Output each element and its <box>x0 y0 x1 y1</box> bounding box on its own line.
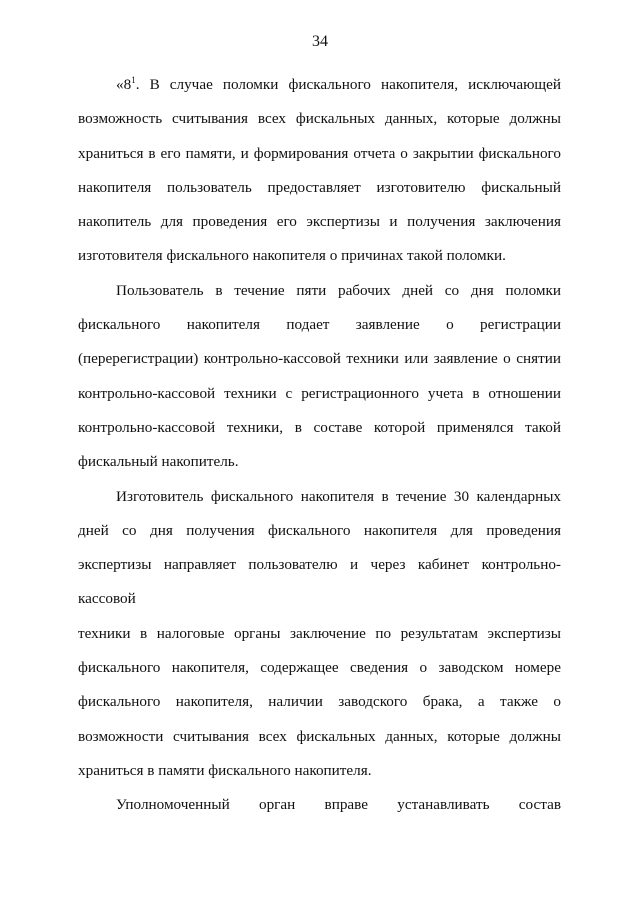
text-run: «8 <box>116 76 132 93</box>
paragraph-line: Пользователь в течение пяти рабочих дней со дня поломки <box>116 281 561 299</box>
paragraph-line: фискального накопителя, наличии заводского брака, а также о <box>78 693 561 711</box>
paragraph-line: (перерегистрации) контрольно-кассовой техники или заявление о снятии <box>78 350 561 368</box>
paragraph-line: изготовителя фискального накопителя о причинах такой поломки. <box>78 247 506 265</box>
paragraph <box>78 480 561 789</box>
paragraph-line: возможность считывания всех фискальных данных, которые должны <box>78 110 561 128</box>
paragraph-line: фискального накопителя, содержащее сведения о заводском номере <box>78 659 561 677</box>
paragraph-line: Уполномоченный орган вправе устанавливать состав <box>116 796 561 814</box>
paragraph-line: Изготовитель фискального накопителя в течение 30 календарных <box>116 487 561 505</box>
paragraph-line: техники в налоговые органы заключение по результатам экспертизы <box>78 624 561 642</box>
text-run: . В случае поломки фискального накопителя, исключающей <box>135 76 561 93</box>
paragraph-line: накопитель для проведения его экспертизы и получения заключения <box>78 213 561 231</box>
paragraph-line: накопителя пользователь предоставляет изготовителю фискальный <box>78 178 561 196</box>
paragraph <box>78 68 561 274</box>
page-number: 34 <box>312 33 328 50</box>
paragraph <box>78 274 561 480</box>
paragraph-line: контрольно-кассовой техники с регистрационного учета в отношении <box>78 384 561 402</box>
paragraph-line: фискального накопителя подает заявление о регистрации <box>78 316 561 334</box>
paragraph-line: экспертизы направляет пользователю и через кабинет контрольно-кассовой <box>78 556 561 608</box>
paragraph-line: фискальный накопитель. <box>78 453 239 471</box>
paragraph-line: возможности считывания всех фискальных данных, которые должны <box>78 727 561 745</box>
paragraph <box>78 788 561 822</box>
paragraph-line <box>78 68 561 102</box>
paragraph-line: храниться в памяти фискального накопителя. <box>78 761 372 779</box>
paragraph-line: дней со дня получения фискального накопителя для проведения <box>78 521 561 539</box>
document-body <box>78 68 561 823</box>
paragraph-line: контрольно-кассовой техники, в составе которой применялся такой <box>78 418 561 436</box>
paragraph-line: храниться в его памяти, и формирования отчета о закрытии фискального <box>78 144 561 162</box>
superscript: 1 <box>131 74 136 85</box>
